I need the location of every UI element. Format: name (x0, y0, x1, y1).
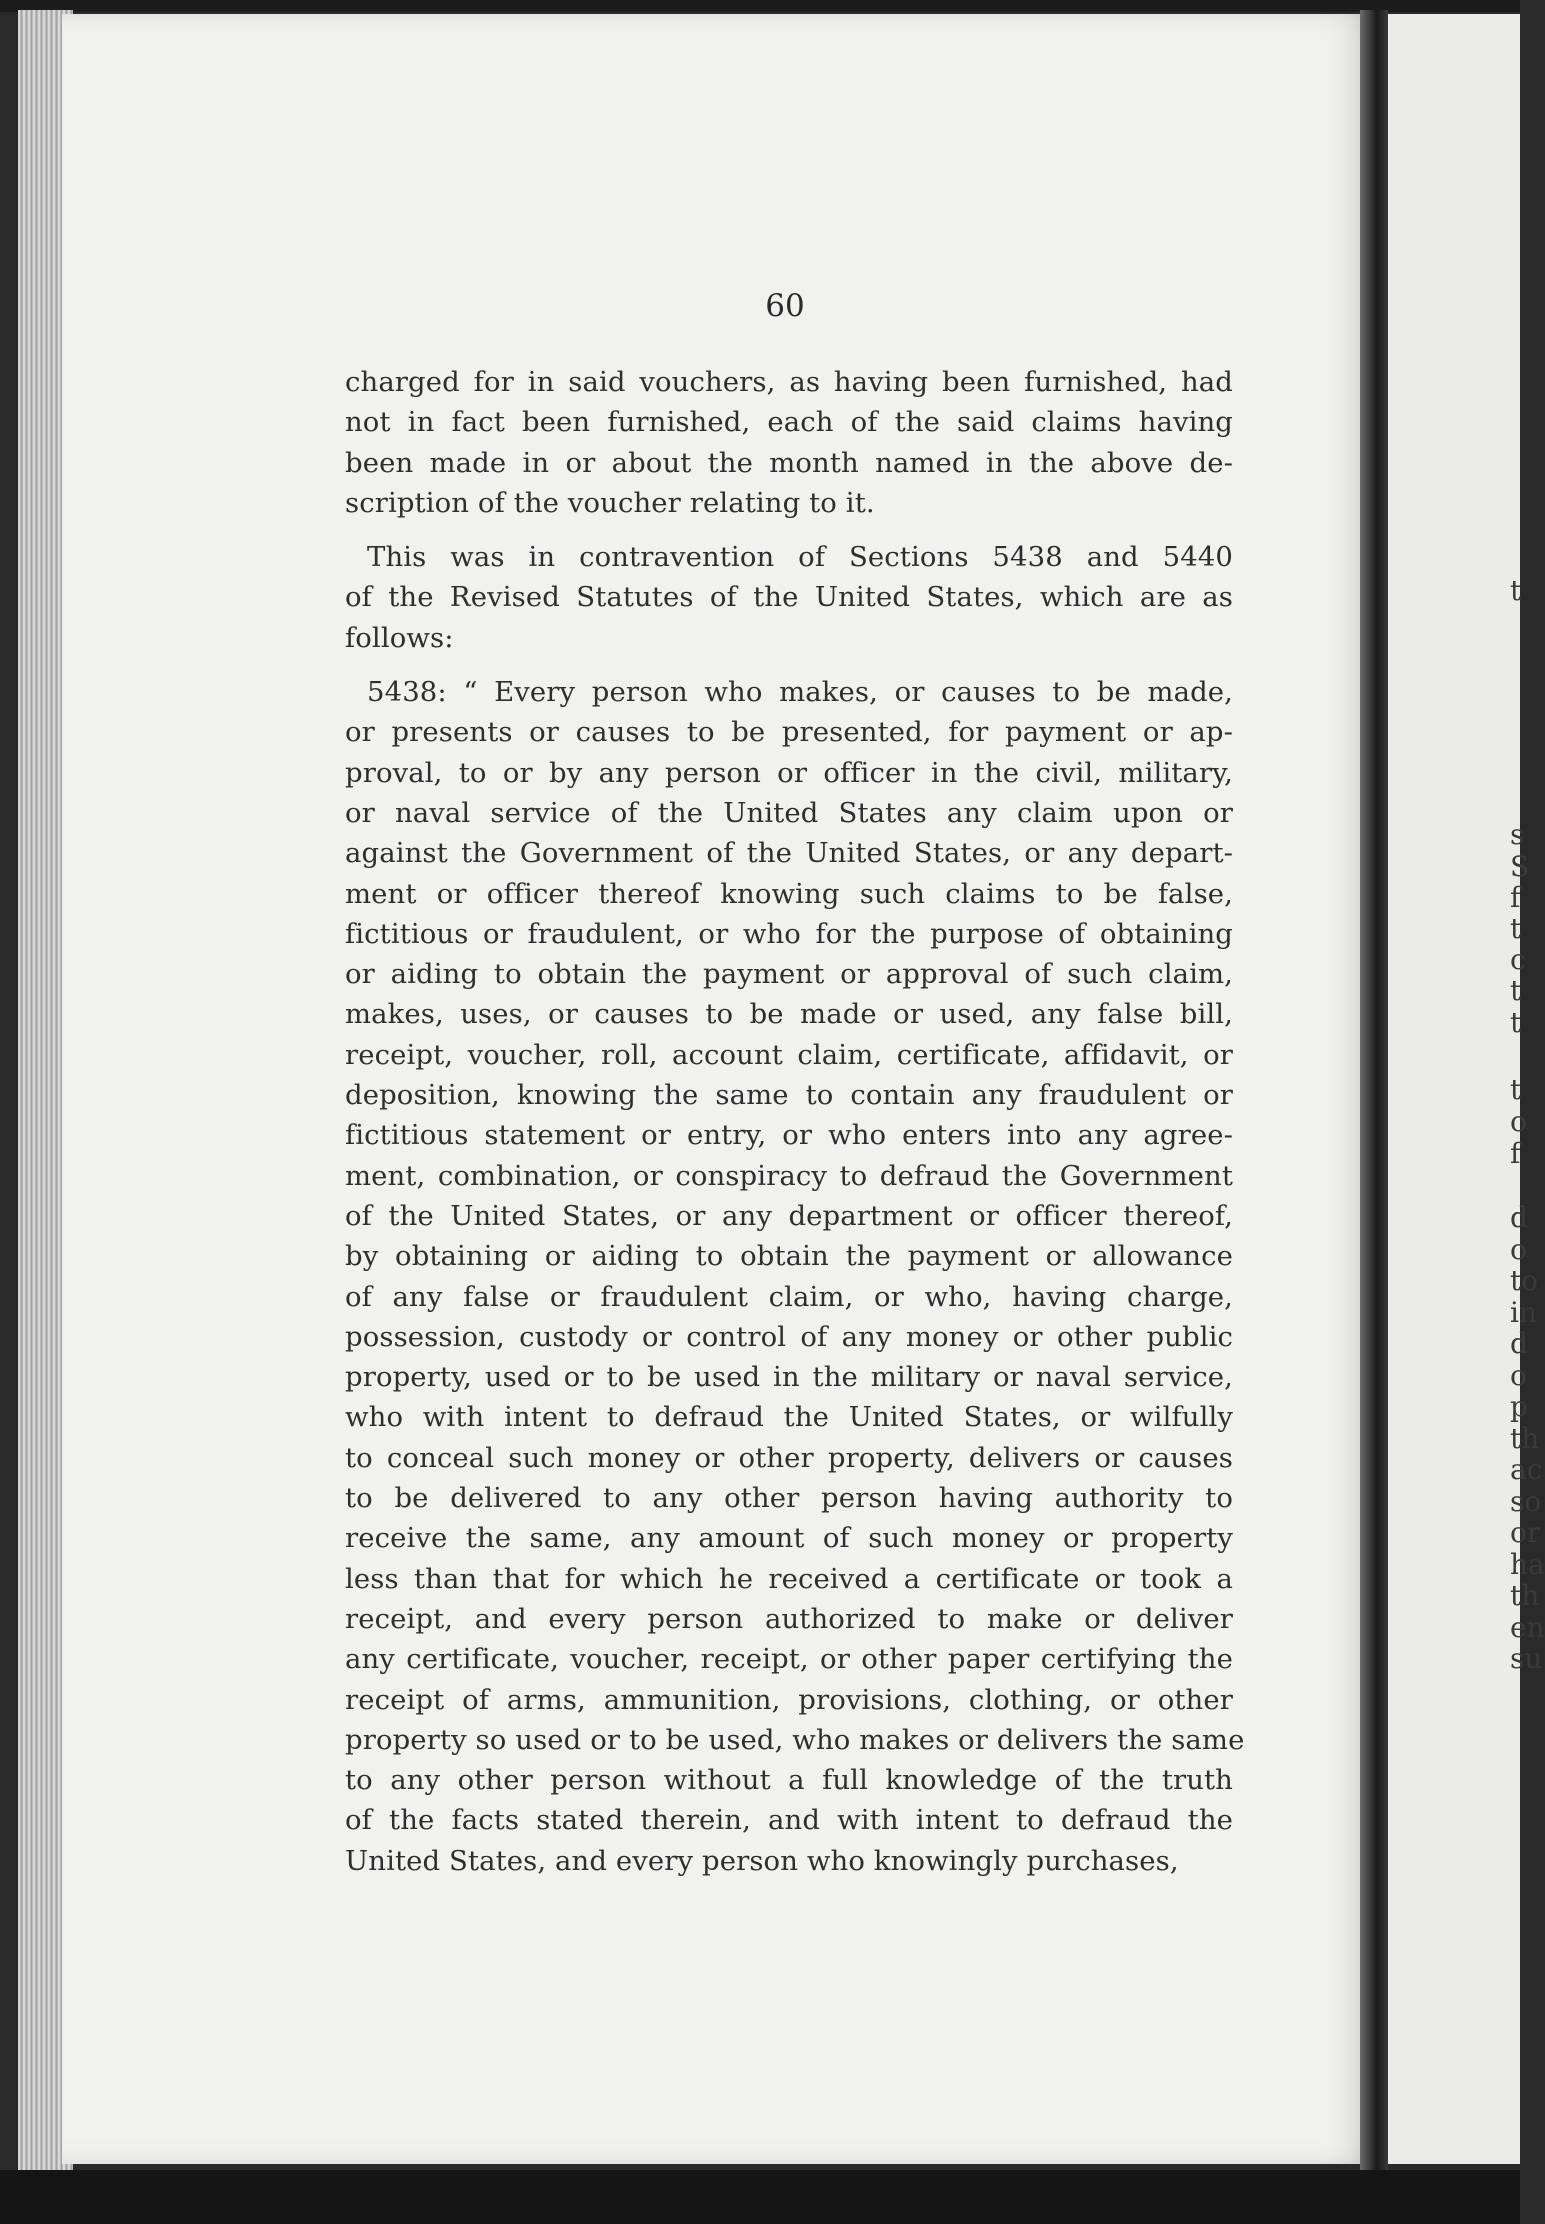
text-line: receipt of arms, ammunition, provisions, clothing, or other (345, 1683, 1233, 1716)
text-line: any certificate, voucher, receipt, or other paper certifying the (345, 1643, 1233, 1676)
text-line: or aiding to obtain the payment or approval of such claim, (345, 958, 1233, 991)
text-line: of any false or fraudulent claim, or who, having charge, (345, 1280, 1233, 1313)
facing-page-fragment: t (1510, 574, 1522, 607)
paragraph-gap (345, 658, 1233, 672)
body-text (345, 362, 1245, 1881)
text-line: against the Government of the United States, or any depart- (345, 837, 1233, 870)
text-line: United States, and every person who knowingly purchases, (345, 1844, 1179, 1877)
text-line: property, used or to be used in the military or naval service, (345, 1361, 1233, 1394)
facing-page-fragment: o (1510, 1105, 1527, 1138)
paragraph (345, 362, 1233, 523)
text-line: fictitious or fraudulent, or who for the purpose of obtaining (345, 917, 1233, 950)
page-number: 60 (765, 288, 805, 324)
facing-page-fragment: th (1510, 1422, 1540, 1455)
paragraph (345, 672, 1245, 1881)
text-line: to be delivered to any other person having authority to (345, 1482, 1233, 1515)
text-line: not in fact been furnished, each of the said claims having (345, 406, 1233, 439)
text-line: proval, to or by any person or officer in the civil, military, (345, 756, 1233, 789)
text-line: receipt, voucher, roll, account claim, certificate, affidavit, or (345, 1038, 1233, 1071)
facing-page-fragment: f (1510, 1137, 1521, 1170)
facing-page-fragment: t (1510, 974, 1522, 1007)
text-line: to conceal such money or other property, delivers or causes (345, 1441, 1233, 1474)
facing-page-fragment: su (1510, 1642, 1543, 1675)
facing-page-fragment: th (1510, 1579, 1540, 1612)
facing-page-fragment: s (1510, 818, 1525, 851)
text-line: of the facts stated therein, and with intent to defraud the (345, 1804, 1233, 1837)
text-line: 5438: “ Every person who makes, or causes to be made, (367, 676, 1233, 709)
text-line: who with intent to defraud the United States, or wilfully (345, 1401, 1233, 1434)
facing-page-fragment: ac (1510, 1453, 1543, 1486)
paragraph (345, 537, 1233, 658)
facing-page-fragment: t (1510, 912, 1522, 945)
text-line: or presents or causes to be presented, for payment or ap- (345, 716, 1233, 749)
text-line: of the United States, or any department or officer thereof, (345, 1199, 1233, 1232)
text-line: scription of the voucher relating to it. (345, 486, 875, 519)
text-line: ment, combination, or conspiracy to defraud the Government (345, 1159, 1233, 1192)
scan-top-band (0, 0, 1520, 12)
facing-page-fragment: ha (1510, 1548, 1545, 1581)
facing-page-fragment: p (1510, 1390, 1528, 1423)
text-line: makes, uses, or causes to be made or used, any false bill, (345, 998, 1233, 1031)
text-line: less than that for which he received a certificate or took a (345, 1562, 1233, 1595)
scan-bottom-band (0, 2170, 1520, 2224)
text-line: deposition, knowing the same to contain any fraudulent or (345, 1079, 1233, 1112)
text-line: by obtaining or aiding to obtain the payment or allowance (345, 1240, 1233, 1273)
facing-page-fragment: en (1510, 1611, 1545, 1644)
facing-page-fragment: d (1510, 1327, 1528, 1360)
paragraph-gap (345, 523, 1233, 537)
facing-page (1388, 14, 1545, 2164)
text-line: charged for in said vouchers, as having been furnished, had (345, 366, 1233, 398)
facing-page-fragment: d (1510, 1201, 1528, 1234)
text-line: ment or officer thereof knowing such claims to be false, (345, 877, 1233, 910)
facing-page-fragment: c (1510, 943, 1526, 976)
facing-page-fragment: or (1510, 1516, 1541, 1549)
facing-page-fragment: o (1510, 1359, 1527, 1392)
text-line: or naval service of the United States any claim upon or (345, 796, 1233, 829)
text-line: follows: (345, 621, 454, 654)
text-line: receipt, and every person authorized to make or deliver (345, 1602, 1233, 1635)
text-line: possession, custody or control of any money or other public (345, 1320, 1233, 1353)
facing-page-fragment: o (1510, 1233, 1527, 1266)
text-line: been made in or about the month named in the above de- (345, 446, 1233, 479)
text-line: property so used or to be used, who makes or delivers the same (345, 1723, 1245, 1756)
facing-page-fragment: t (1510, 1073, 1522, 1106)
facing-page-fragment: t (1510, 1006, 1522, 1039)
facing-page-fragment: to (1510, 1264, 1539, 1297)
facing-page-fragment: in (1510, 1296, 1537, 1329)
facing-page-fragment: f (1510, 881, 1521, 914)
text-line: receive the same, any amount of such money or property (345, 1522, 1233, 1555)
text-line: fictitious statement or entry, or who enters into any agree- (345, 1119, 1233, 1152)
facing-page-fragment: S (1510, 850, 1530, 883)
text-line: This was in contravention of Sections 5438 and 5440 (367, 541, 1233, 574)
text-line: to any other person without a full knowledge of the truth (345, 1764, 1233, 1797)
book-gutter (1360, 10, 1388, 2180)
facing-page-fragment: so (1510, 1485, 1542, 1518)
text-line: of the Revised Statutes of the United States, which are as (345, 581, 1233, 614)
